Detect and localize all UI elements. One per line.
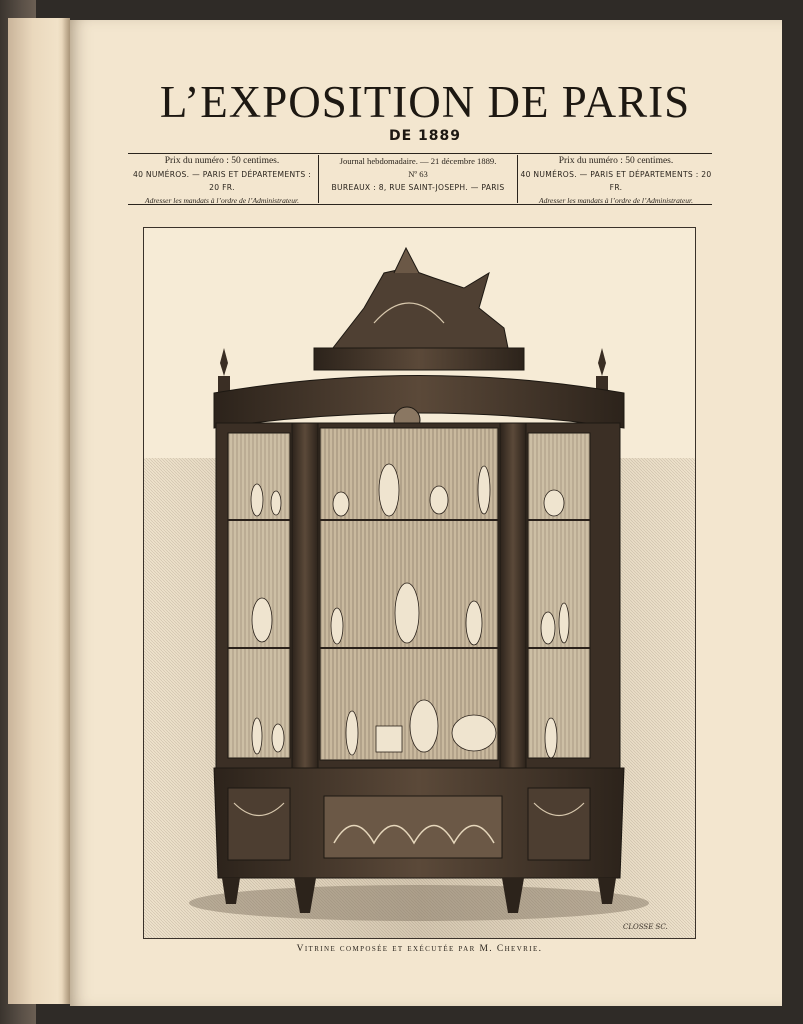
vitrine-engraving <box>144 228 695 938</box>
finial-left <box>218 348 230 392</box>
info-left <box>128 155 316 203</box>
newspaper-page <box>70 20 782 1006</box>
bottom-rule <box>128 204 712 205</box>
masthead <box>128 78 722 144</box>
illustration-caption: Vitrine composée et exécutée par M. Chevrie. <box>296 944 543 954</box>
note-right: Adresser les mandats à l’ordre de l’Administrateur. <box>539 196 693 205</box>
issue-number: Nº 63 <box>408 169 428 179</box>
finial-right <box>596 348 608 392</box>
info-right <box>520 155 712 203</box>
pilaster-left <box>292 423 318 768</box>
subscription-left: 40 NUMÉROS. — PARIS ET DÉPARTEMENTS : 20 FR. <box>132 170 312 192</box>
pediment <box>314 348 524 370</box>
top-rule <box>128 153 712 154</box>
engraver-signature: CLOSSE SC. <box>623 923 668 931</box>
price-right: Prix du numéro : 50 centimes. <box>558 156 674 166</box>
newspaper-year: DE 1889 <box>388 128 462 144</box>
offices-address: BUREAUX : 8, RUE SAINT-JOSEPH. — PARIS <box>331 183 505 192</box>
info-center <box>318 155 518 203</box>
previous-page-edge <box>8 18 70 1004</box>
base-relief-panel <box>324 796 502 858</box>
journal-date: Journal hebdomadaire. — 21 décembre 1889. <box>339 156 497 166</box>
base-left-panel <box>228 788 290 860</box>
pilaster-right <box>500 423 526 768</box>
note-left: Adresser les mandats à l’ordre de l’Administrateur. <box>145 196 299 205</box>
newspaper-title: L’EXPOSITION DE PARIS <box>159 77 691 127</box>
info-bar <box>128 155 712 203</box>
trophy-crest <box>329 248 509 353</box>
illustration-frame <box>143 227 696 939</box>
base-right-panel <box>528 788 590 860</box>
subscription-right: 40 NUMÉROS. — PARIS ET DÉPARTEMENTS : 20 FR. <box>520 170 712 192</box>
floor-shadow <box>189 885 649 921</box>
price-left: Prix du numéro : 50 centimes. <box>164 156 280 166</box>
